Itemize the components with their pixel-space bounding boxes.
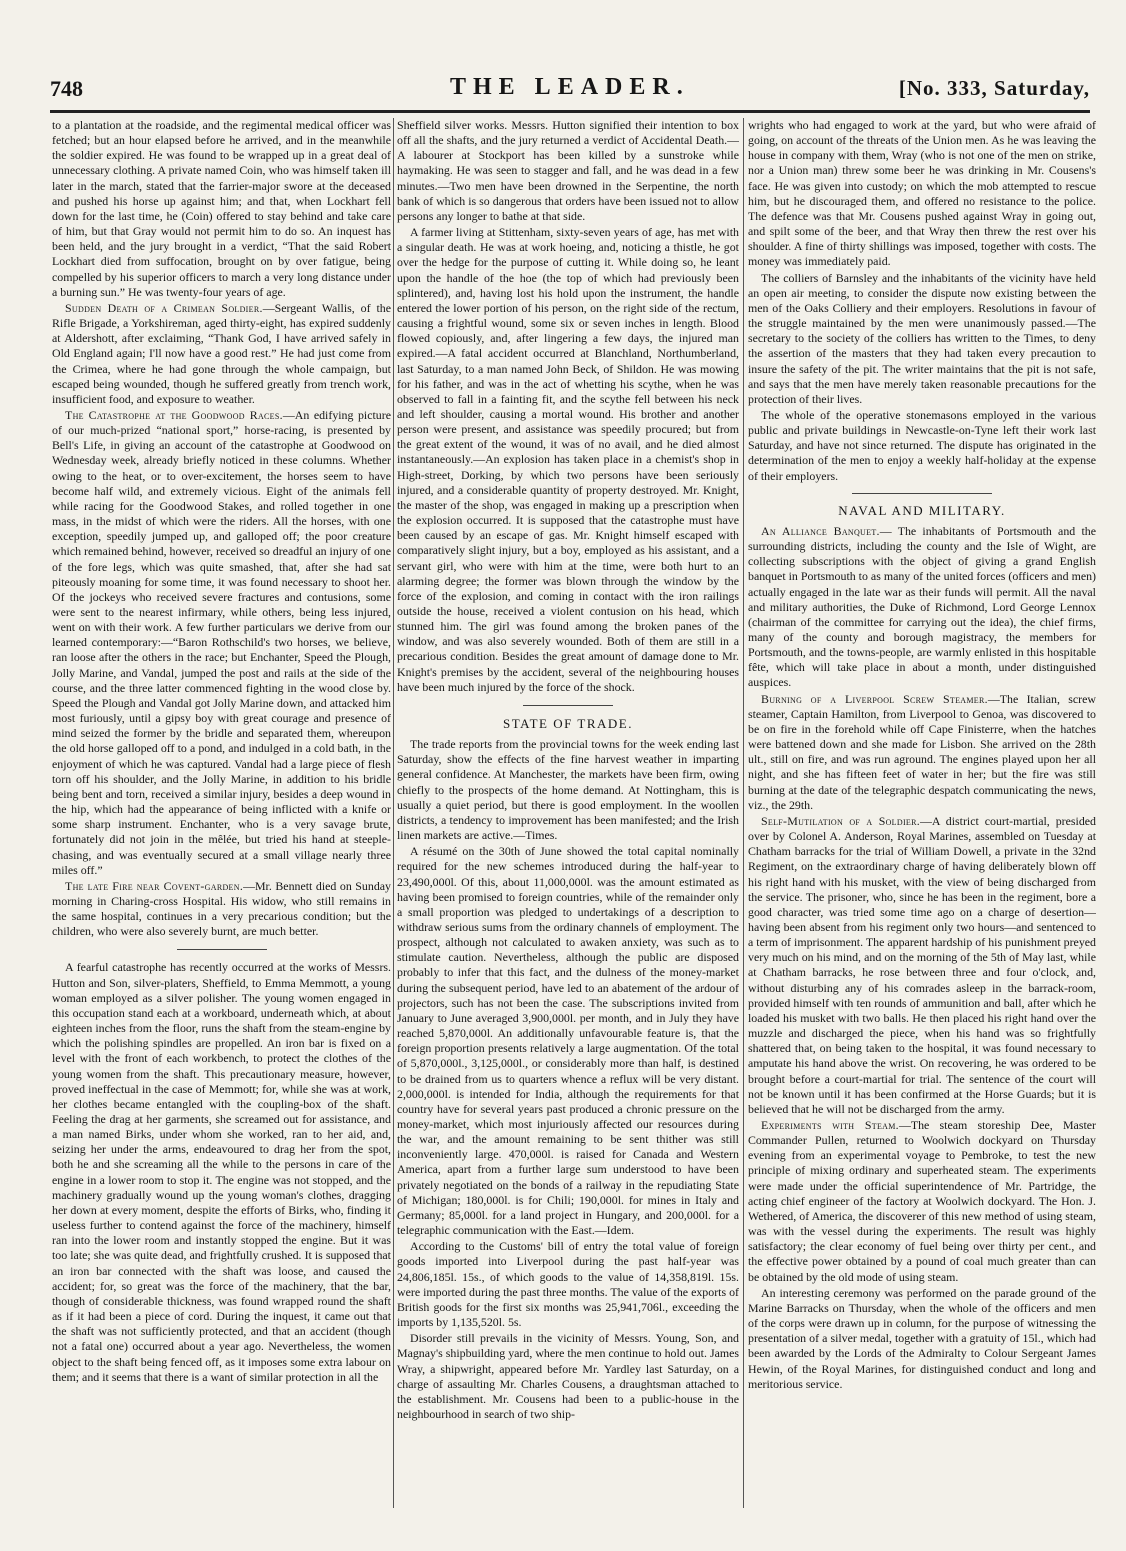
article-lead: An Alliance Banquet.	[761, 523, 880, 538]
section-rule	[523, 705, 613, 706]
article-paragraph: Experiments with Steam.—The steam storeship Dee, Master Commander Pullen, returned to Woolwich dockyard on Thursday evening from an experimental voyage to Pembroke, to test the new principle of mixing ordinary and superheated steam. The experiments were made under the official superintendence of Mr. Partridge, the acting chief engineer of the factory at Woolwich dockyard. The Hon. J. Wethered, of America, the discoverer of this new method of using steam, was with the vessel during the experiments. The result was highly satisfactory; the clear economy of fuel being over thirty per cent., and the effective power obtained by a pound of coal much greater than can be obtained by the old mode of using steam.	[748, 1118, 1096, 1284]
article-paragraph: The trade reports from the provincial towns for the week ending last Saturday, show the effects of the fine harvest weather in imparting general confidence. At Manchester, the markets have been firm, owing chiefly to the prospects of the home demand. At Nottingham, this is usually a quiet period, but there is good employment. In the woollen districts, a tendency to improvement has been manifested; and the Irish linen markets are active.—Times.	[397, 737, 739, 843]
page-number: 748	[50, 76, 83, 101]
masthead-rule	[50, 110, 1090, 113]
article-paragraph: wrights who had engaged to work at the yard, but who were afraid of going, on account of the threats of the Union men. As he was leaving the house in company with them, Wray (who is not one of the men on strike, nor a Union man) threw some beer he was drinking in Mr. Cousens's face. He was given into custody; on which the mob attempted to rescue him, but he discouraged them, and offered no resistance to the police. The defence was that Mr. Cousens pushed against Wray in going out, and spilt some of the beer, and that Wray then threw the rest over his shoulder. A fine of thirty shillings was imposed, together with costs. The money was immediately paid.	[748, 118, 1096, 269]
article-paragraph: An interesting ceremony was performed on the parade ground of the Marine Barracks on Thursday, when the whole of the officers and men of the corps were drawn up in column, for the purpose of witnessing the presentation of a silver medal, together with a gratuity of 15l., which had been awarded by the Lords of the Admiralty to Colour Sergeant James Hewin, of the Royal Marines, for distinguished conduct and long and meritorious service.	[748, 1285, 1096, 1391]
article-paragraph: Burning of a Liverpool Screw Steamer.—The Italian, screw steamer, Captain Hamilton, from Liverpool to Genoa, was discovered to be on fire in the forehold while off Cape Finisterre, when the hatches were battened down and she made for Lisbon. She arrived on the 28th ult., still on fire, and was run aground. The engines played upon her all night, and she has fifteen feet of water in her; but the fire was still burning at the date of the telegraphic despatch communicating the news, viz., the 29th.	[748, 691, 1096, 812]
article-lead: The Catastrophe at the Goodwood Races.	[65, 407, 283, 422]
newspaper-title: THE LEADER.	[450, 74, 690, 100]
article-paragraph: A farmer living at Stittenham, sixty-seven years of age, has met with a singular death. He was at work hoeing, and, noticing a thistle, he got over the hedge for the purpose of cutting it. While doing so, he leant upon the handle of the hoe (the top of which had previously been splintered), and, having lost his hold upon the instrument, the handle entered the lower portion of his person, on the right side of the rectum, causing a frightful wound, some six or seven inches in length. Blood flowed copiously, and, after lingering a few days, the injured man expired.—A fatal accident occurred at Blanchland, Northumberland, last Saturday, to a man named John Beck, of Shildon. He was mowing for his father, and was in the act of whetting his scythe, when he was observed to fall in a fainting fit, and the scythe fell between his neck and left shoulder, causing a mortal wound. His brother and another person were present, and assistance was speedily procured; but from the great extent of the wound, it was of no avail, and he died almost instantaneously.—An explosion has taken place in a chemist's shop in High-street, Dorking, by which two persons have been seriously injured, and a considerable quantity of property destroyed. Mr. Knight, the master of the shop, was engaged in making up a prescription when the explosion occurred. It is supposed that the catastrophe must have been caused by an escape of gas. Mr. Knight himself escaped with comparatively slight injury, but a boy, employed as his assistant, and a servant girl, who were with him at the time, were both hurt to an alarming degree; the former was blown through the window by the force of the explosion, and coming in contact with the iron railings outside the house, received a violent contusion on his head, which stunned him. The girl was found among the broken panes of the window, and was also severely wounded. Both of them are still in a precarious condition. Besides the great amount of damage done to Mr. Knight's premises by the accident, several of the neighbouring houses have been much injured by the force of the shock.	[397, 225, 739, 694]
article-lead: Experiments with Steam.	[761, 1118, 899, 1132]
column-divider	[393, 118, 394, 1508]
section-heading: NAVAL AND MILITARY.	[838, 502, 1006, 518]
section-heading: STATE OF TRADE.	[503, 715, 633, 731]
article-paragraph: Sheffield silver works. Messrs. Hutton signified their intention to box off all the shafts, and the jury returned a verdict of Accidental Death.—A labourer at Stockport has been killed by a sunstroke while haymaking. He was seen to stagger and fall, and he was dead in a few minutes.—Two men have been drowned in the Serpentine, the north bank of which is so dangerous that orders have been issued not to allow persons any longer to bathe at that side.	[397, 118, 739, 223]
issue-label: [No. 333, Saturday,	[898, 76, 1090, 100]
column-1	[52, 118, 391, 1508]
article-paragraph: The colliers of Barnsley and the inhabitants of the vicinity have held an open air meeting, to consider the dispute now existing between the men of the Oaks Colliery and their employers. Resolutions in favour of the struggle maintained by the men were unanimously passed.—The secretary to the society of the colliers has written to the Times, to deny the assertion of the masters that they had taken every precaution to insure the safety of the pit. The writer maintains that the pit is not safe, and says that the men have merely taken reasonable precautions for the protection of their lives.	[748, 270, 1096, 406]
masthead	[50, 70, 1090, 110]
article-paragraph: The Catastrophe at the Goodwood Races.—An edifying picture of our much-prized “national sport,” horse-racing, is presented by Bell's Life, in giving an account of the catastrophe at Goodwood on Wednesday week, already briefly noticed in these columns. Whether owing to the heat, or to over-excitement, the horses seem to have become half wild, and extremely vicious. Eight of the animals fell while racing for the Goodwood Stakes, and rolled together in one mass, in the midst of which were the riders. All the horses, with one exception, speedily jumped up, and galloped off; the poor creature which remained behind, however, received so dreadful an injury of one of the fore legs, which was quite smashed, that, after she had sat piteously moaning for some time, it was found necessary to shoot her. Of the jockeys who received severe fractures and contusions, some were sent to the nearest infirmary, while others, being less injured, went on with their work. A few further particulars we derive from our learned contemporary:—“Baron Rothschild's two horses, we believe, ran loose after the others in the race; but Enchanter, Speed the Plough, Jolly Marine, and Vandal, jumped the post and rails at the side of the course, and the three latter commenced fighting in the wood close by. Speed the Plough and Vandal got Jolly Marine down, and attacked him most furiously, until a gipsy boy with great courage and presence of mind seized the former by the bridle and separated them, whereupon the old horse galloped off to a pond, and indulged in a cold bath, in the enjoyment of which he was captured. Vandal had a large piece of flesh torn off his shoulder, and the Jolly Marine, in addition to his bridle being bent and torn, received a similar injury, besides a deep wound in the hip, which had the appearance of being inflicted with a knife or some sharp instrument. Enchanter, who is a very savage brute, fortunately did not join in the mêlée, but tried his hand at steeple-chasing, and was eventually secured at a small village nearly three miles off.”	[52, 407, 391, 877]
column-divider	[743, 118, 744, 1508]
article-lead: Self-Mutilation of a Soldier.	[761, 813, 921, 828]
column-2	[397, 118, 739, 1508]
article-paragraph: Self-Mutilation of a Soldier.—A district court-martial, presided over by Colonel A. Anderson, Royal Marines, assembled on Tuesday at Chatham barracks for the trial of William Dowell, a private in the 32nd Regiment, on the extraordinary charge of having deliberately blown off his right hand with his musket, with the view of being discharged from the service. The prisoner, who, since he has been in the regiment, bore a good character, was tried some time ago on a charge of desertion—having been absent from his regiment only two hours—and sentenced to a term of imprisonment. The apparent hardship of his punishment preyed very much on his mind, and on the morning of the 5th of May last, while at Chatham barracks, he rose between three and four o'clock, and, without disturbing any of his comrades asleep in the barrack-room, provided himself with ten rounds of ammunition and ball, after which he loaded his musket with two balls. He then placed his right hand over the muzzle and discharged the piece, when his hand was so frightfully shattered that, on being taken to the hospital, it was found necessary to amputate his hand above the wrist. On recovering, he was ordered to be brought before a court-martial for trial. The sentence of the court will not be known until it has been confirmed at the Horse Guards; but it is believed that he will not be discharged from the army.	[748, 813, 1096, 1116]
article-lead: The late Fire near Covent-garden.	[65, 878, 244, 893]
article-paragraph: A fearful catastrophe has recently occurred at the works of Messrs. Hutton and Son, silver-platers, Sheffield, to Emma Memmott, a young woman employed as a silver polisher. The young women engaged in this occupation stand each at a workboard, underneath which, at about eighteen inches from the floor, runs the shaft from the steam-engine by which the polishing spindles are propelled. An iron bar is fixed on a level with the front of each workbench, to protect the clothes of the young women from the shaft. This precautionary measure, however, proved ineffectual in the case of Memmott; for, while she was at work, her clothes became entangled with the coupling-box of the shaft. Feeling the drag at her garments, she screamed out for assistance, and a man named Birks, under whom she worked, ran to her aid, and, seizing her under the arms, endeavoured to drag her from the spot, both he and she screaming all the while to the persons in care of the engine in a lower room to stop it. The engine was not stopped, and the machinery gradually wound up the young woman's clothes, dragging her down at every moment, despite the efforts of Birks, who, finding it useless further to contend against the force of the machinery, himself ran into the lower room and instantly stopped the engine. But it was too late; she was quite dead, and frightfully crushed. It is supposed that an iron bar connected with the shaft was loose, and caused the accident; for, so great was the force of the machinery, that the bar, though of considerable thickness, was found wrapped round the shaft as if it had been a piece of cord. During the inquest, it came out that the shaft was not sufficiently protected, and that an accident (though not a fatal one) occurred about a year ago. Nevertheless, the women object to the shaft being fenced off, as it imposes some extra labour on them; and it seems that there is a want of similar protection in all the	[52, 960, 391, 1384]
article-paragraph: The late Fire near Covent-garden.—Mr. Bennett died on Sunday morning in Charing-cross Hospital. His widow, who still remains in the same hospital, continues in a very precarious condition; but the children, who were also severely burnt, are much better.	[52, 878, 391, 939]
section-rule	[852, 493, 992, 494]
article-paragraph: According to the Customs' bill of entry the total value of foreign goods imported into Liverpool during the past half-year was 24,806,185l. 15s., of which goods to the value of 14,358,819l. 15s. were imported during the past three months. The value of the exports of British goods for the first six months was 25,941,706l., exceeding the imports by 1,135,520l. 5s.	[397, 1239, 739, 1330]
article-paragraph: A résumé on the 30th of June showed the total capital nominally required for the new schemes introduced during the half-year to 23,490,000l. Of this, about 11,000,000l. was the amount estimated as having been promised to foreign countries, while of the remainder only a small proportion was pledged to undertakings of a description to withdraw serious sums from the ordinary channels of employment. The prospect, although not calculated to awaken anxiety, was such as to stimulate caution. Nevertheless, although the public are disposed probably to infer that this fact, and the dulness of the money-market during the subsequent period, have led to an abatement of the ardour of projectors, such has not been the case. The subscriptions invited from January to June averaged 3,900,000l. per month, and in July they have reached 5,870,000l. An additionally unfavourable feature is, that the foreign proportion presents relatively a large augmentation. Of the total of 5,870,000l., 3,125,000l., or considerably more than half, is destined to be drained from us to quarters whence a reflux will be very distant. 2,000,000l. is intended for India, although the requirements for that country have for several years past produced a chronic pressure on the money-market, which most injuriously affected our resources during the war, and the amount remaining to be sent thither was still inconveniently large. 470,000l. is raised for Canada and Western America, apart from a further large sum understood to have been privately negotiated on the bonds of a railway in the repudiating State of Michigan; 180,000l. is for Chili; 190,000l. for mines in Italy and Germany; 85,000l. for a land project in Hungary, and 200,000l. for a telegraphic communication with the East.—Idem.	[397, 844, 739, 1238]
article-lead: Burning of a Liverpool Screw Steamer.	[761, 691, 988, 706]
article-lead: Sudden Death of a Crimean Soldier.	[65, 300, 263, 315]
article-paragraph: An Alliance Banquet.— The inhabitants of Portsmouth and the surrounding districts, including the county and the Isle of Wight, are collecting subscriptions with the object of giving a grand English banquet in Portsmouth to as many of the united forces (officers and men) actually engaged in the late war as their funds will permit. All the naval and military authorities, the Duke of Richmond, Lord George Lennox (chairman of the committee for carrying out the idea), the chief firms, many of the county and borough magistracy, the members for Portsmouth, and the towns-people, are warmly enlisted in this hospitable fête, which will take place in about a month, under distinguished auspices.	[748, 523, 1096, 690]
article-paragraph: to a plantation at the roadside, and the regimental medical officer was fetched; but an hour elapsed before he arrived, and in the meanwhile the soldier expired. He was found to be wrapped up in a great deal of unnecessary clothing. A private named Coin, who was himself taken ill later in the march, stated that the farrier-major swore at the deceased and pushed his horse up against him; and that, when Lockhart fell down for the last time, he (Coin) offered to stay behind and take care of him, but that Gray would not permit him to do so. An inquest has been held, and the jury brought in a verdict, “That the said Robert Lockhart died from suffocation, brought on by over fatigue, being compelled by his superior officers to march a very long distance under a burning sun.” He was twenty-four years of age.	[52, 118, 391, 299]
section-rule	[177, 949, 267, 950]
article-paragraph: Disorder still prevails in the vicinity of Messrs. Young, Son, and Magnay's shipbuilding yard, where the men continue to hold out. James Wray, a shipwright, appeared before Mr. Yardley last Saturday, on a charge of assaulting Mr. Charles Cousens, a draughtsman attached to the establishment. Mr. Cousens had been to a public-house in the neighbourhood in search of two ship-	[397, 1331, 739, 1421]
column-3	[748, 118, 1096, 1508]
article-paragraph: Sudden Death of a Crimean Soldier.—Sergeant Wallis, of the Rifle Brigade, a Yorkshireman, aged thirty-eight, has expired suddenly at Aldershott, after exclaiming, “Thank God, I have arrived safely in Old England again; I'll now have a good rest.” He had just come from the Crimea, where he had gone through the whole campaign, but escaped being wounded, though he suffered greatly from trench work, insufficient food, and exposure to weather.	[52, 300, 391, 406]
article-paragraph: The whole of the operative stonemasons employed in the various public and private buildings in Newcastle-on-Tyne left their work last Saturday, and have not since returned. The dispute has originated in the determination of the men to enjoy a weekly half-holiday at the expense of their employers.	[748, 407, 1096, 483]
